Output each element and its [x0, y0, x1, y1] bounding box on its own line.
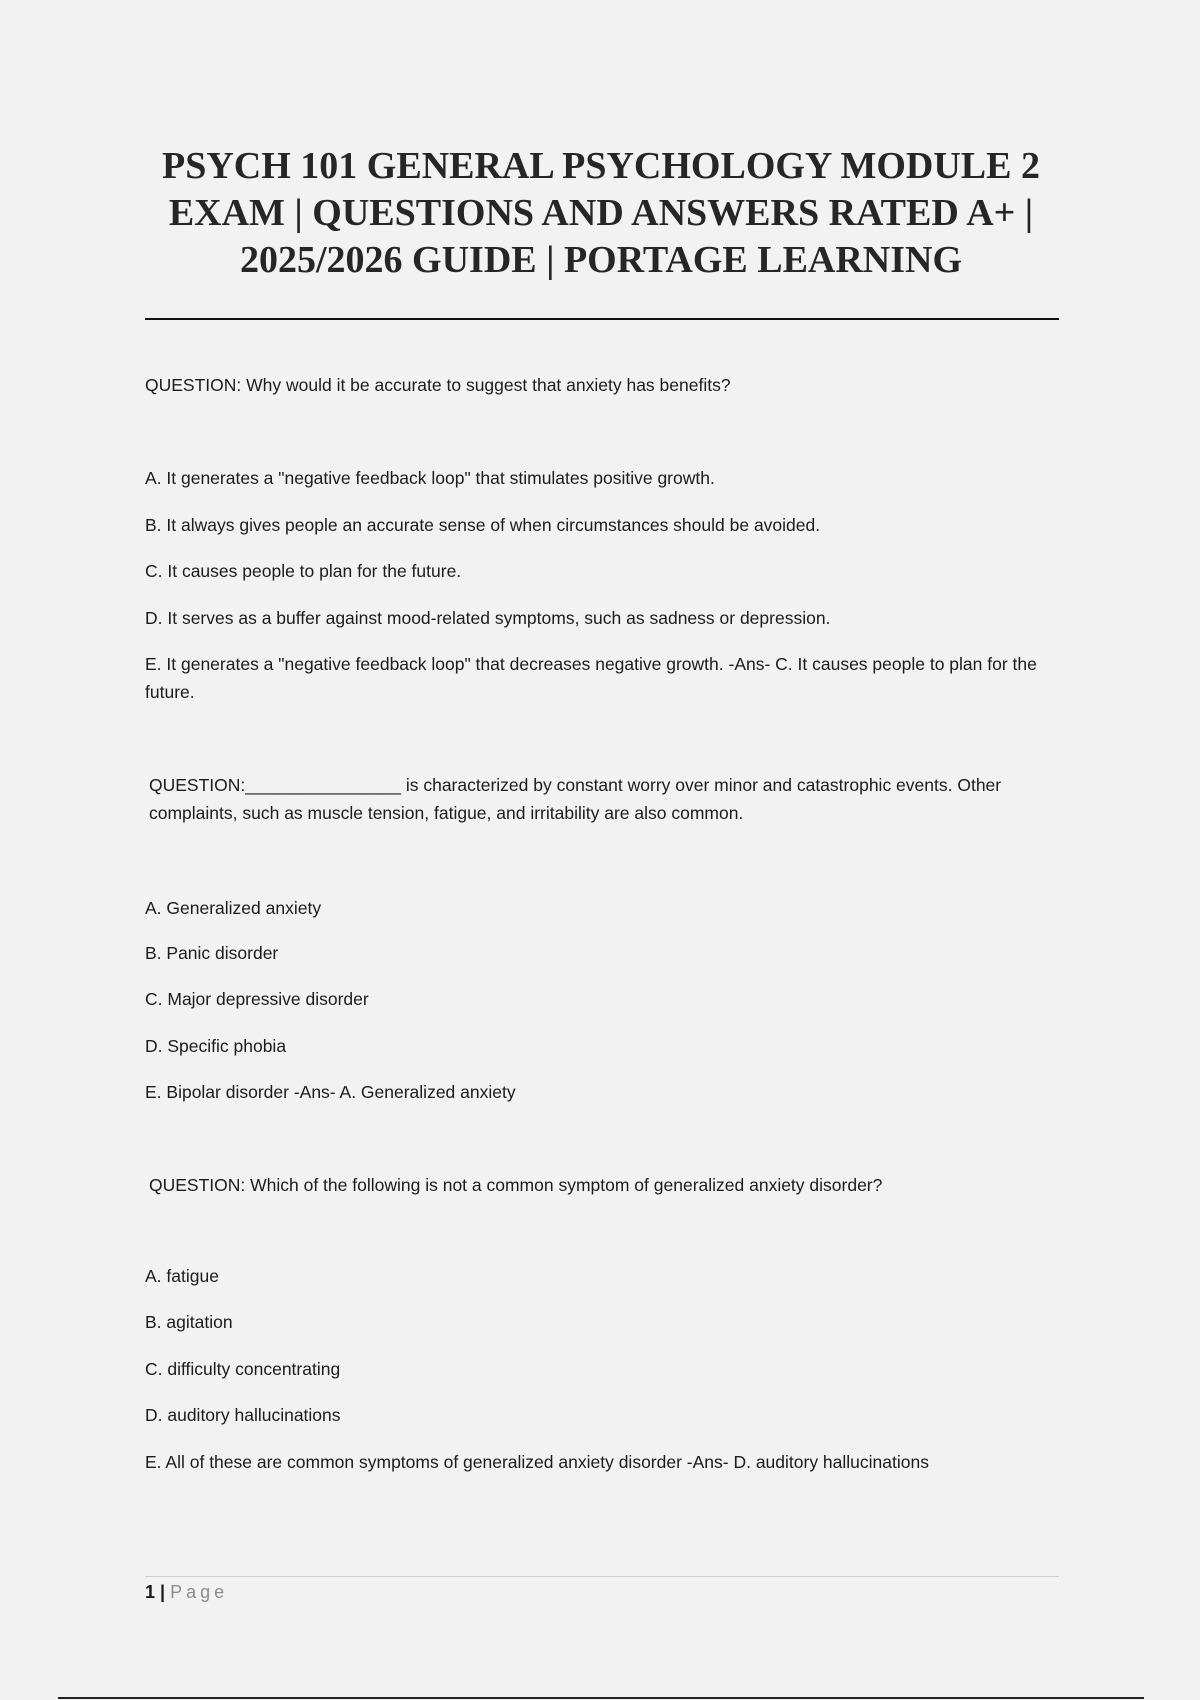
question-3-option-c: C. difficulty concentrating [145, 1359, 341, 1379]
question-3-option-e-answer: E. All of these are common symptoms of generalized anxiety disorder -Ans- D. auditory hallucinations [145, 1452, 929, 1472]
page-label: Page [170, 1582, 229, 1602]
question-1-stem: QUESTION: Why would it be accurate to suggest that anxiety has benefits? [145, 375, 731, 395]
question-2-option-d: D. Specific phobia [145, 1036, 287, 1056]
question-1-option-a: A. It generates a "negative feedback loop" that stimulates positive growth. [145, 468, 715, 488]
title-divider [145, 318, 1059, 320]
question-1-option-e-answer: E. It generates a "negative feedback loop" that decreases negative growth. -Ans- C. It causes people to plan for the future. [145, 654, 1037, 702]
question-3-stem: QUESTION: Which of the following is not a common symptom of generalized anxiety disorder? [149, 1175, 883, 1195]
question-2-option-e-answer: E. Bipolar disorder -Ans- A. Generalized anxiety [145, 1082, 516, 1102]
question-3-option-a: A. fatigue [145, 1266, 219, 1286]
question-3-option-d: D. auditory hallucinations [145, 1405, 341, 1425]
question-2-option-c: C. Major depressive disorder [145, 989, 369, 1009]
question-1-option-b: B. It always gives people an accurate sense of when circumstances should be avoided. [145, 515, 821, 535]
title-line: EXAM | QUESTIONS AND ANSWERS RATED A+ | [168, 192, 1034, 234]
question-1-option-d: D. It serves as a buffer against mood-related symptoms, such as sadness or depression. [145, 608, 831, 628]
question-1-option-c: C. It causes people to plan for the future. [145, 561, 462, 581]
page-footer [145, 1580, 228, 1604]
question-3-option-b: B. agitation [145, 1312, 233, 1332]
page-bottom-border [58, 1697, 1144, 1699]
question-2-option-b: B. Panic disorder [145, 943, 279, 963]
document-title [145, 143, 1057, 284]
title-line: PSYCH 101 GENERAL PSYCHOLOGY MODULE 2 [162, 145, 1040, 187]
footer-divider [145, 1576, 1059, 1577]
page-number: 1 [145, 1582, 156, 1602]
title-line: 2025/2026 GUIDE | PORTAGE LEARNING [239, 239, 963, 281]
question-2-stem: QUESTION:________________ is characterized by constant worry over minor and catastrophic events. Other complaints, such as muscle tension, fatigue, and irritability are also common. [149, 775, 1002, 823]
question-2-option-a: A. Generalized anxiety [145, 898, 322, 918]
page-separator: | [160, 1582, 166, 1602]
